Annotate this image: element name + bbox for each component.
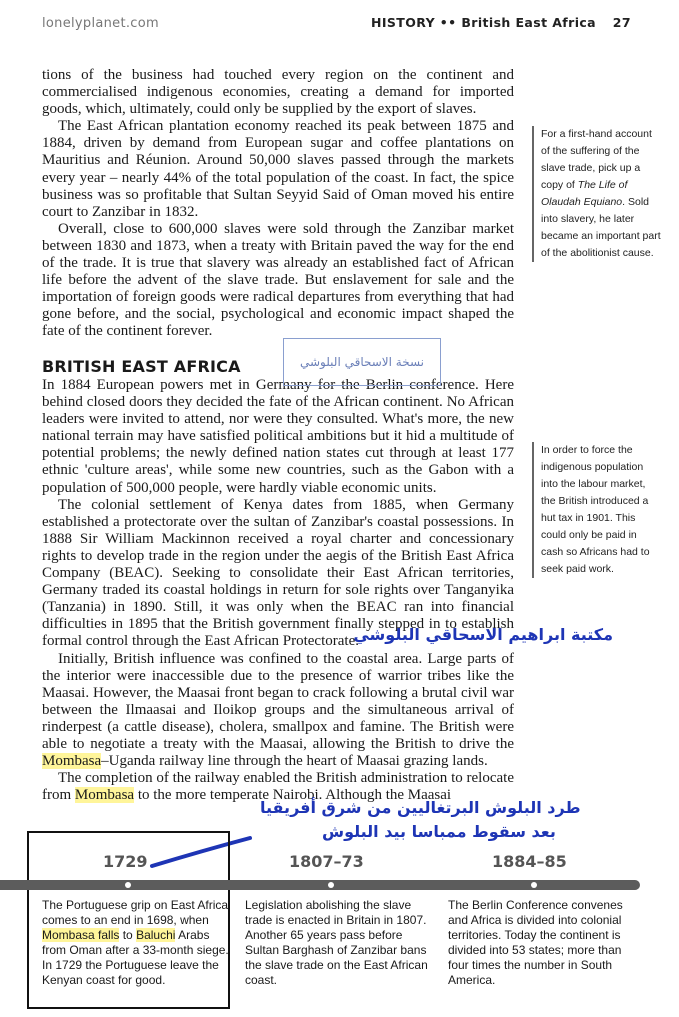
timeline-entry: Legislation abolishing the slave trade is enacted in Britain in 1807. Another 65 years pass before Sultan Barghash of Zanzibar bans the slave trade on the East African coast. [245, 898, 428, 987]
site-url: lonelyplanet.com [42, 16, 159, 31]
paragraph: Overall, close to 600,000 slaves were sold through the Zanzibar market between 1830 and 1873, when a treaty with Britain paved the way for the end of the trade. It is true that slavery was already an established fact of African life before the advent of the slave trade. But enslavement for sale and the importation of foreign goods were radical departures from everything that had gone before, and the social, psychological and economic impact shaped the fate of the continent forever. [42, 220, 514, 340]
paragraph: The East African plantation economy reached its peak between 1875 and 1884, driven by demand from European sugar and coffee plantations on Mauritius and Réunion. Around 50,000 slaves passed through the markets every year – nearly 44% of the total population of the coast. In fact, the spice business was so profitable that Sultan Seyyid Said of Oman moved his entire court to Zanzibar in 1832. [42, 118, 514, 220]
timeline-bar [0, 880, 640, 890]
timeline-marker [531, 882, 537, 888]
timeline-text: The Portuguese grip on East Africa comes to an end in 1698, when [42, 898, 229, 927]
paragraph-text: Initially, British influence was confined to the coastal area. Large parts of the interior were inaccessible due to the presence of warrior tribes like the Maasai. However, the Maasai front began to crack following a brutal civil war between the Ilmaasai and Iloikop groups and the simultaneous arrival of rinderpest (a cattle disease), cholera, smallpox and famine. The British were able to negotiate a treaty with the Maasai, allowing the British to drive the [42, 650, 514, 752]
sidebar-note-hut-tax: In order to force the indigenous population into the labour market, the British introduced a hut tax in 1901. This could only be paid in cash so Africans had to seek paid work. [532, 442, 661, 578]
highlighted-word: Mombasa [74, 787, 135, 804]
timeline-year: 1807–73 [289, 852, 364, 871]
section-label: HISTORY [370, 15, 436, 30]
timeline-year: 1729 [103, 852, 148, 871]
paragraph: In 1884 European powers met in Germany for the Berlin conference. Here behind closed doors they decided the fate of the African continent. No African leaders were invited to attend, nor were they consulted. What's more, the new national terrain may have satisfied political ambitions but it hid a multitude of potential problems; the newly defined nation states cut through at least 177 ethnic 'culture areas', while some new countries, such as the Gabon with a population of 500,000 people, were hardly viable economic units. [42, 377, 514, 496]
ownership-stamp: نسخة الاسحاقي البلوشي [283, 338, 441, 386]
paragraph-text: –Uganda railway line through the heart of Maasai grazing lands. [101, 753, 488, 770]
header-separator: •• [439, 15, 457, 30]
paragraph: The colonial settlement of Kenya dates from 1885, when Germany established a protectorate over the sultan of Zanzibar's coastal possessions. In 1888 Sir William Mackinnon received a royal charter and concessionary rights to develop trade in the region under the aegis of the British East Africa Company (BEAC). Seeking to consolidate their East African territories, Germany traded its coastal holdings in return for sole rights over Tanganyika (Tanzania) in 1890. Still, it was only when the BEAC ran into financial difficulties in 1895 that the British government finally stepped in to establish formal control through the East African Protectorate. [42, 496, 514, 650]
sidebar-text: . Sold into slavery, he later became an important part of the abolitionist cause. [541, 196, 661, 259]
timeline-entry: The Berlin Conference convenes and Africa is divided into colonial territories. Today the continent is divided into 53 states; more than four times the number in South America. [448, 898, 623, 987]
paragraph: tions of the business had touched every region on the continent and commercialised indigenous economies, creating a demand for imported goods, which, ultimately, could only be supplied by the export of slaves. [42, 67, 514, 118]
highlighted-word: Baluchi [136, 928, 176, 942]
handwritten-note-line2: بعد سقوط ممباسا بيد البلوش [322, 822, 556, 841]
subsection-label: British East Africa [461, 15, 597, 30]
timeline-year: 1884–85 [492, 852, 567, 871]
book-title: The Life of Olaudah Equiano [541, 179, 628, 208]
timeline-marker [125, 882, 131, 888]
section-heading: BRITISH EAST AFRICA [42, 357, 241, 376]
paragraph-text: to the more temperate Nairobi. Although the Maasai [134, 787, 452, 804]
library-annotation: مكتبة ابراهيم الاسحاقي البلوشي [353, 625, 613, 644]
paragraph-text: The completion of the railway enabled the British administration to relocate from [42, 770, 514, 804]
timeline-entry [42, 898, 232, 988]
sidebar-text: For a first-hand account of the suffering of the slave trade, pick up a copy of [541, 128, 652, 191]
timeline-text: Arabs from Oman after a 33-month siege. In 1729 the Portuguese leave the Kenyan coast for good. [42, 928, 229, 987]
timeline-marker [328, 882, 334, 888]
timeline-text: to [119, 928, 137, 942]
handwritten-note-line1: طرد البلوش البرتغاليين من شرق أفريقيا [260, 798, 581, 817]
page-number: 27 [612, 15, 631, 30]
highlighted-word: Mombasa [42, 753, 102, 770]
highlighted-phrase: Mombasa falls [42, 928, 120, 942]
